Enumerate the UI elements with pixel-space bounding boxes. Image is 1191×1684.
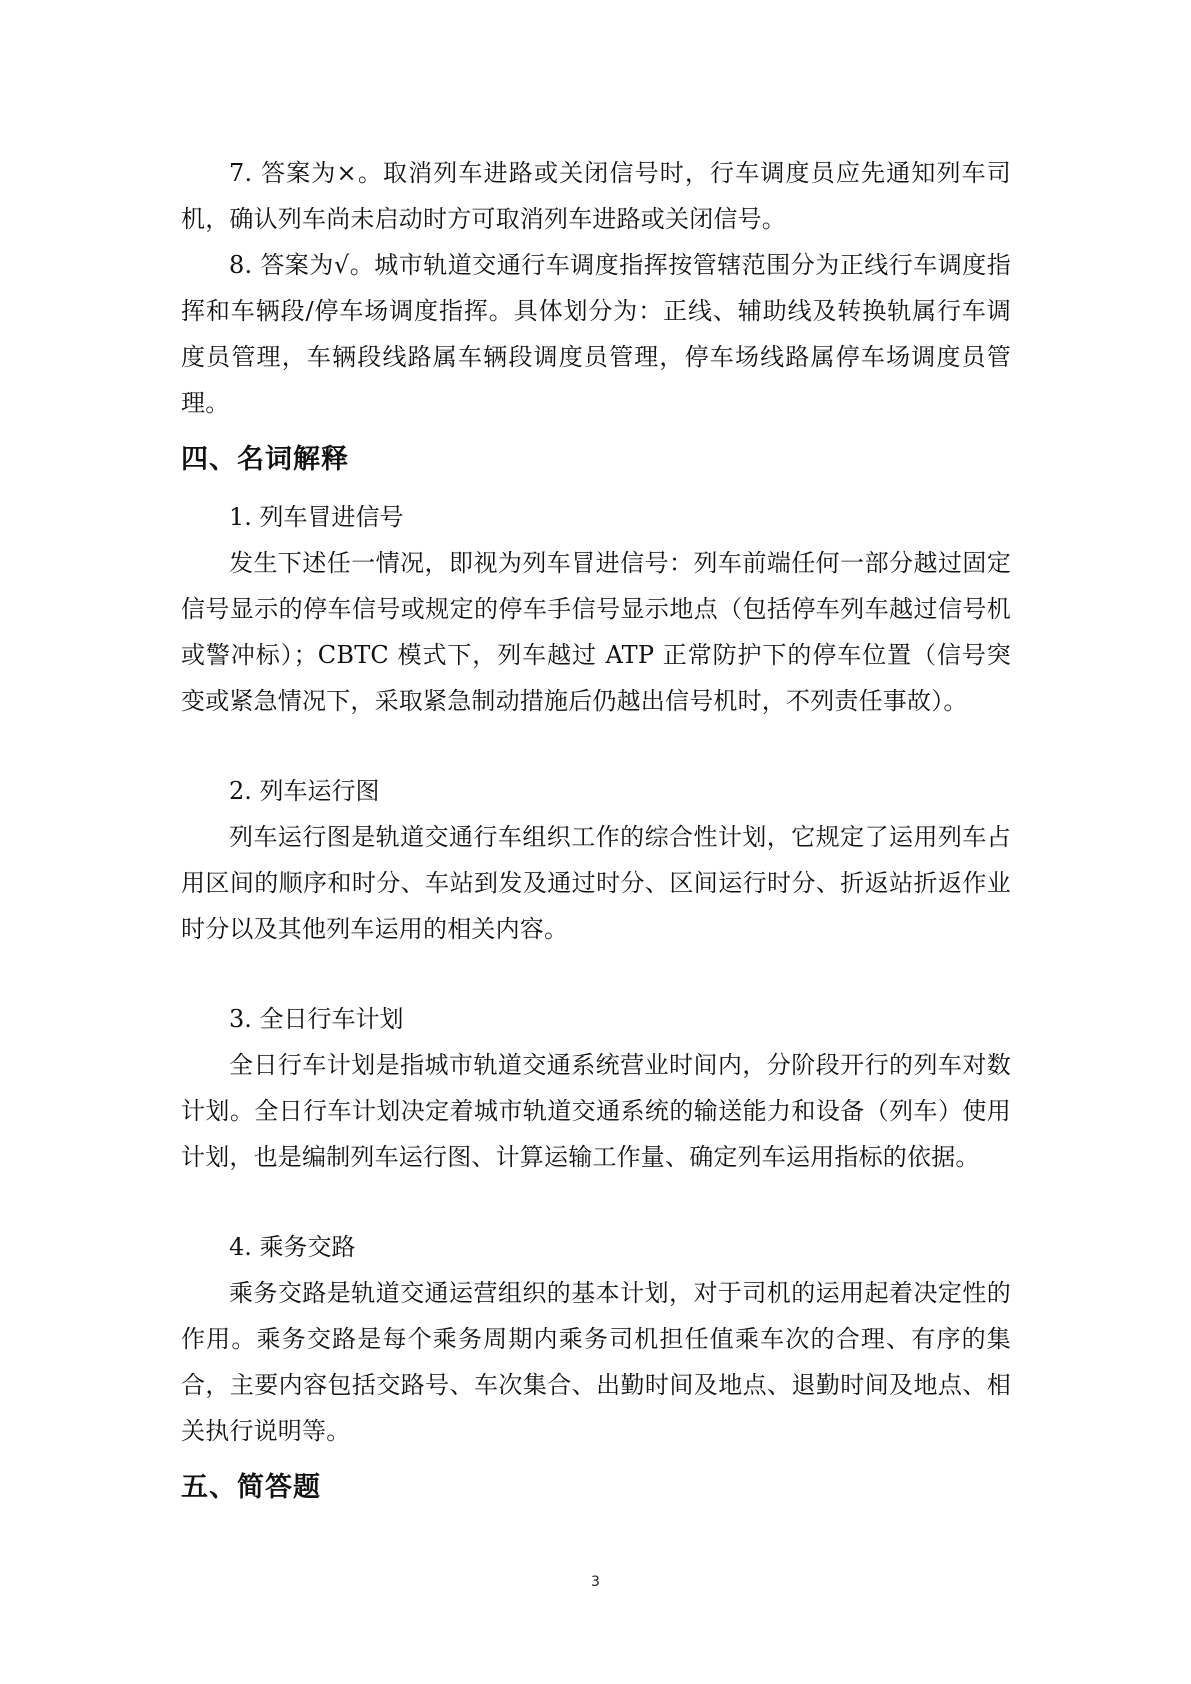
term-definition: 乘务交路是轨道交通运营组织的基本计划，对于司机的运用起着决定性的作用。乘务交路是每个乘务周期内乘务司机担任值乘车次的合理、有序的集合，主要内容包括交路号、车次集合、出勤时间及地点、退勤时间及地点、相关执行说明等。 xyxy=(181,1279,1011,1445)
section-heading-terms: 四、名词解释 xyxy=(181,444,349,475)
spacer xyxy=(181,1454,1011,1462)
term-label: 4. 乘务交路 xyxy=(229,1233,356,1261)
spacer xyxy=(181,1180,1011,1224)
section-heading-short-answer: 五、简答题 xyxy=(181,1472,321,1503)
term-label: 2. 列车运行图 xyxy=(229,777,380,805)
answer-7: 7. 答案为×。取消列车进路或关闭信号时，行车调度员应先通知列车司机，确认列车尚未启动时方可取消列车进路或关闭信号。 xyxy=(181,159,1011,233)
spacer xyxy=(181,952,1011,996)
page-content xyxy=(181,150,1011,1514)
spacer xyxy=(181,486,1011,494)
term-definition: 全日行车计划是指城市轨道交通系统营业时间内，分阶段开行的列车对数计划。全日行车计划决定着城市轨道交通系统的输送能力和设备（列车）使用计划，也是编制列车运行图、计算运输工作量、确定列车运用指标的依据。 xyxy=(181,1051,1011,1171)
term-label: 3. 全日行车计划 xyxy=(229,1005,404,1033)
term-definition: 发生下述任一情况，即视为列车冒进信号：列车前端任何一部分越过固定信号显示的停车信号或规定的停车手信号显示地点（包括停车列车越过信号机或警冲标）；CBTC 模式下，列车越过 ATP 正常防护下的停车位置（信号突变或紧急情况下，采取紧急制动措施后仍越出信号机时，不列责任事故）。 xyxy=(181,549,1011,715)
answer-8: 8. 答案为√。城市轨道交通行车调度指挥按管辖范围分为正线行车调度指挥和车辆段/停车场调度指挥。具体划分为：正线、辅助线及转换轨属行车调度员管理，车辆段线路属车辆段调度员管理，停车场线路属停车场调度员管理。 xyxy=(181,251,1011,417)
spacer xyxy=(181,426,1011,434)
term-label: 1. 列车冒进信号 xyxy=(229,503,404,531)
term-definition: 列车运行图是轨道交通行车组织工作的综合性计划，它规定了运用列车占用区间的顺序和时分、车站到发及通过时分、区间运行时分、折返站折返作业时分以及其他列车运用的相关内容。 xyxy=(181,823,1011,943)
spacer xyxy=(181,724,1011,768)
page-number: 3 xyxy=(591,1574,600,1590)
